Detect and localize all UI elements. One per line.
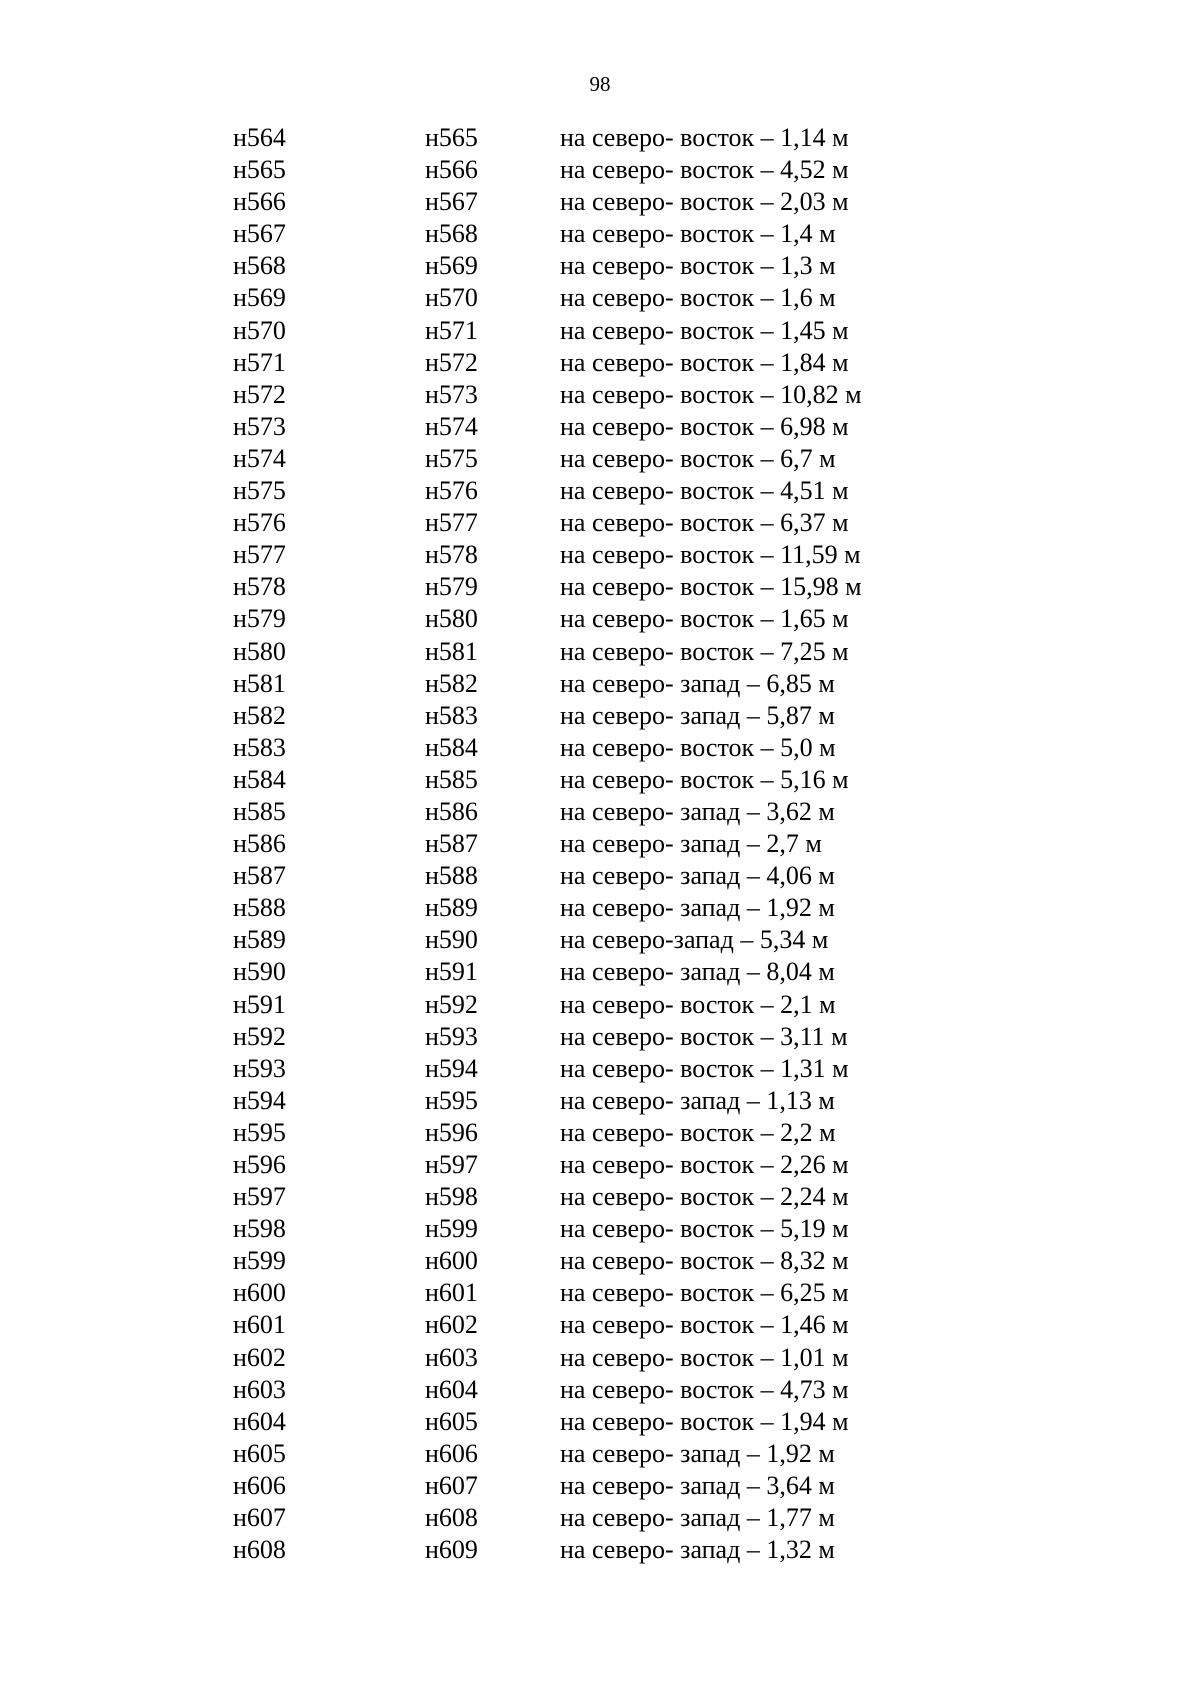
point-to: н582 (425, 668, 478, 698)
point-to: н575 (425, 443, 478, 473)
list-item (0, 571, 1200, 603)
point-from: н586 (233, 829, 286, 859)
direction-distance: на северо- восток – 1,45 м (560, 315, 849, 345)
point-from: н581 (233, 668, 286, 698)
point-to: н609 (425, 1535, 478, 1565)
point-to: н567 (425, 187, 478, 217)
point-from: н594 (233, 1085, 286, 1115)
point-to: н584 (425, 732, 478, 762)
list-item (0, 1470, 1200, 1502)
direction-distance: на северо- запад – 5,87 м (560, 700, 835, 730)
page-number: 98 (589, 72, 611, 96)
direction-distance: на северо- запад – 8,04 м (560, 957, 835, 987)
point-from: н575 (233, 476, 286, 506)
point-to: н600 (425, 1246, 478, 1276)
list-item (0, 250, 1200, 282)
direction-distance: на северо- восток – 5,19 м (560, 1214, 849, 1244)
point-to: н566 (425, 155, 478, 185)
point-to: н576 (425, 476, 478, 506)
point-from: н564 (233, 123, 286, 152)
point-from: н599 (233, 1246, 286, 1276)
list-item (0, 924, 1200, 956)
point-from: н598 (233, 1214, 286, 1244)
direction-distance: на северо- восток – 2,24 м (560, 1182, 849, 1212)
point-from: н566 (233, 187, 286, 217)
point-from: н597 (233, 1182, 286, 1212)
list-item (0, 1085, 1200, 1117)
direction-distance: на северо- восток – 1,14 м (560, 123, 849, 152)
point-to: н605 (425, 1406, 478, 1436)
point-from: н579 (233, 604, 286, 634)
point-to: н578 (425, 540, 478, 570)
point-to: н590 (425, 925, 478, 955)
point-from: н600 (233, 1278, 286, 1308)
point-from: н589 (233, 925, 286, 955)
point-from: н595 (233, 1117, 286, 1147)
list-item (0, 796, 1200, 828)
direction-distance: на северо- восток – 5,16 м (560, 764, 849, 794)
point-to: н607 (425, 1470, 478, 1500)
direction-distance: на северо- восток – 2,26 м (560, 1150, 849, 1179)
point-from: н565 (233, 155, 286, 185)
list-item (0, 1374, 1200, 1406)
direction-distance: на северо- восток – 1,65 м (560, 604, 849, 634)
list-item (0, 1342, 1200, 1374)
point-to: н580 (425, 604, 478, 634)
direction-distance: на северо-запад – 5,34 м (560, 925, 829, 955)
point-to: н592 (425, 989, 478, 1019)
direction-distance: на северо- восток – 6,25 м (560, 1278, 849, 1308)
list-item (0, 636, 1200, 668)
point-to: н608 (425, 1503, 478, 1533)
point-to: н587 (425, 829, 478, 859)
point-from: н592 (233, 1021, 286, 1051)
direction-distance: на северо- восток – 3,11 м (560, 1021, 848, 1051)
point-to: н572 (425, 347, 478, 377)
direction-distance: на северо- восток – 11,59 м (560, 540, 861, 570)
point-to: н595 (425, 1085, 478, 1115)
point-to: н596 (425, 1117, 478, 1147)
direction-distance: на северо- восток – 4,52 м (560, 155, 849, 185)
direction-distance: на северо- восток – 1,6 м (560, 283, 836, 313)
direction-distance: на северо- восток – 6,98 м (560, 411, 849, 441)
point-to: н606 (425, 1438, 478, 1468)
list-item (0, 1277, 1200, 1309)
point-to: н581 (425, 636, 478, 666)
boundary-segment-list (0, 122, 1200, 1566)
point-to: н588 (425, 861, 478, 891)
direction-distance: на северо- запад – 1,32 м (560, 1535, 835, 1565)
point-to: н569 (425, 251, 478, 281)
direction-distance: на северо- восток – 1,01 м (560, 1342, 849, 1372)
list-item (0, 186, 1200, 218)
direction-distance: на северо- запад – 4,06 м (560, 861, 835, 891)
point-from: н585 (233, 796, 286, 826)
point-from: н576 (233, 508, 286, 538)
list-item (0, 1021, 1200, 1053)
point-to: н594 (425, 1053, 478, 1083)
direction-distance: на северо- восток – 2,03 м (560, 187, 849, 217)
point-from: н578 (233, 572, 286, 602)
list-item (0, 218, 1200, 250)
list-item (0, 379, 1200, 411)
list-item (0, 154, 1200, 186)
direction-distance: на северо- запад – 3,62 м (560, 796, 835, 826)
point-from: н577 (233, 540, 286, 570)
list-item (0, 411, 1200, 443)
direction-distance: на северо- запад – 1,13 м (560, 1085, 835, 1115)
point-from: н582 (233, 700, 286, 730)
list-item (0, 122, 1200, 154)
list-item (0, 1534, 1200, 1566)
list-item (0, 1245, 1200, 1277)
point-to: н585 (425, 764, 478, 794)
list-item (0, 347, 1200, 379)
point-from: н580 (233, 636, 286, 666)
list-item (0, 1213, 1200, 1245)
direction-distance: на северо- восток – 7,25 м (560, 636, 849, 666)
list-item (0, 539, 1200, 571)
direction-distance: на северо- восток – 2,2 м (560, 1117, 836, 1147)
direction-distance: на северо- восток – 4,51 м (560, 476, 849, 506)
list-item (0, 507, 1200, 539)
point-from: н606 (233, 1470, 286, 1500)
list-item (0, 603, 1200, 635)
direction-distance: на северо- запад – 2,7 м (560, 829, 822, 859)
direction-distance: на северо- восток – 6,7 м (560, 443, 836, 473)
point-from: н583 (233, 732, 286, 762)
list-item (0, 1149, 1200, 1181)
point-to: н601 (425, 1278, 478, 1308)
direction-distance: на северо- запад – 1,92 м (560, 1438, 835, 1468)
list-item (0, 989, 1200, 1021)
direction-distance: на северо- восток – 1,94 м (560, 1406, 849, 1436)
point-from: н593 (233, 1053, 286, 1083)
point-from: н590 (233, 957, 286, 987)
point-to: н571 (425, 315, 478, 345)
direction-distance: на северо- восток – 1,4 м (560, 219, 836, 249)
point-to: н599 (425, 1214, 478, 1244)
point-to: н568 (425, 219, 478, 249)
direction-distance: на северо- восток – 2,1 м (560, 989, 836, 1019)
point-from: н568 (233, 251, 286, 281)
direction-distance: на северо- восток – 8,32 м (560, 1246, 849, 1276)
direction-distance: на северо- восток – 4,73 м (560, 1374, 849, 1404)
point-from: н587 (233, 861, 286, 891)
point-to: н573 (425, 379, 478, 409)
direction-distance: на северо- запад – 3,64 м (560, 1470, 835, 1500)
list-item (0, 1309, 1200, 1341)
point-from: н571 (233, 347, 286, 377)
point-to: н586 (425, 796, 478, 826)
point-from: н603 (233, 1374, 286, 1404)
list-item (0, 315, 1200, 347)
point-from: н591 (233, 989, 286, 1019)
direction-distance: на северо- восток – 1,31 м (560, 1053, 849, 1083)
direction-distance: на северо- восток – 10,82 м (560, 379, 862, 409)
point-from: н584 (233, 764, 286, 794)
point-from: н607 (233, 1503, 286, 1533)
list-item (0, 668, 1200, 700)
list-item (0, 732, 1200, 764)
point-to: н570 (425, 283, 478, 313)
list-item (0, 860, 1200, 892)
point-from: н567 (233, 219, 286, 249)
direction-distance: на северо- восток – 6,37 м (560, 508, 849, 538)
point-from: н602 (233, 1342, 286, 1372)
list-item (0, 475, 1200, 507)
list-item (0, 700, 1200, 732)
list-item (0, 828, 1200, 860)
direction-distance: на северо- восток – 15,98 м (560, 572, 862, 602)
point-to: н589 (425, 893, 478, 923)
point-from: н588 (233, 893, 286, 923)
list-item (0, 764, 1200, 796)
direction-distance: на северо- восток – 1,46 м (560, 1310, 849, 1340)
point-to: н577 (425, 508, 478, 538)
point-from: н573 (233, 411, 286, 441)
point-from: н605 (233, 1438, 286, 1468)
list-item (0, 956, 1200, 988)
point-from: н604 (233, 1406, 286, 1436)
point-to: н597 (425, 1150, 478, 1179)
list-item (0, 1117, 1200, 1149)
point-to: н604 (425, 1374, 478, 1404)
point-to: н603 (425, 1342, 478, 1372)
list-item (0, 443, 1200, 475)
point-to: н598 (425, 1182, 478, 1212)
point-from: н572 (233, 379, 286, 409)
list-item (0, 1438, 1200, 1470)
list-item (0, 1502, 1200, 1534)
point-from: н574 (233, 443, 286, 473)
direction-distance: на северо- восток – 5,0 м (560, 732, 836, 762)
list-item (0, 1406, 1200, 1438)
direction-distance: на северо- запад – 1,77 м (560, 1503, 835, 1533)
point-to: н591 (425, 957, 478, 987)
point-from: н601 (233, 1310, 286, 1340)
point-to: н565 (425, 123, 478, 152)
point-to: н574 (425, 411, 478, 441)
list-item (0, 1181, 1200, 1213)
point-from: н608 (233, 1535, 286, 1565)
direction-distance: на северо- запад – 1,92 м (560, 893, 835, 923)
direction-distance: на северо- восток – 1,3 м (560, 251, 836, 281)
point-to: н579 (425, 572, 478, 602)
point-to: н583 (425, 700, 478, 730)
point-from: н569 (233, 283, 286, 313)
direction-distance: на северо- запад – 6,85 м (560, 668, 835, 698)
list-item (0, 1053, 1200, 1085)
point-to: н602 (425, 1310, 478, 1340)
point-from: н596 (233, 1150, 286, 1179)
direction-distance: на северо- восток – 1,84 м (560, 347, 849, 377)
point-from: н570 (233, 315, 286, 345)
list-item (0, 892, 1200, 924)
list-item (0, 282, 1200, 314)
point-to: н593 (425, 1021, 478, 1051)
